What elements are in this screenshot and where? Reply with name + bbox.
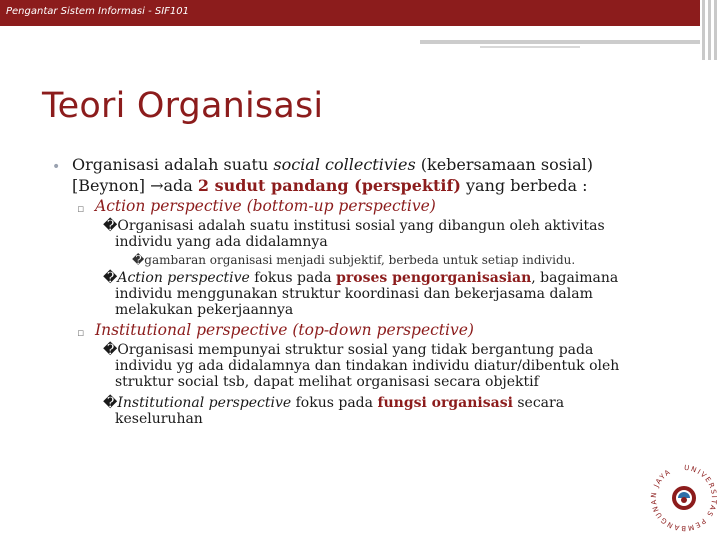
corner-decoration bbox=[700, 0, 720, 60]
bullet-square: ▫ bbox=[77, 202, 85, 215]
paragraph-line: [Beynon] →ada 2 sudut pandang (perspektif) yang berbeda : bbox=[72, 176, 588, 195]
bullet-dot: • bbox=[52, 159, 61, 175]
list-item-line: �Organisasi adalah suatu institusi sosial yang dibangun oleh aktivitas bbox=[103, 218, 605, 234]
list-item-line: �Institutional perspective fokus pada fungsi organisasi secara bbox=[103, 395, 565, 411]
list-item-line: individu yg ada didalamnya dan tindakan individu diatur/dibentuk oleh bbox=[115, 358, 620, 374]
accent-line bbox=[420, 40, 700, 44]
list-item-line: �Organisasi mempunyai struktur sosial yang tidak bergantung pada bbox=[103, 342, 594, 358]
list-item-line: keseluruhan bbox=[115, 411, 203, 427]
paragraph-line: Organisasi adalah suatu social collectivies (kebersamaan sosial) bbox=[72, 155, 593, 174]
course-label: Pengantar Sistem Informasi - SIF101 bbox=[6, 6, 189, 17]
university-logo bbox=[648, 456, 720, 540]
slide-title: Teori Organisasi bbox=[42, 86, 324, 126]
list-item-line: individu menggunakan struktur koordinasi dan bekerjasama dalam bbox=[115, 286, 593, 302]
header-bar bbox=[0, 0, 700, 26]
bullet-square: ▫ bbox=[77, 326, 85, 339]
sub-item-line: �gambaran organisasi menjadi subjektif, berbeda untuk setiap individu. bbox=[132, 253, 576, 267]
logo-ring-text: UNIVERSITAS PEMBANGUNAN JAYA bbox=[649, 463, 718, 533]
list-item-line: melakukan pekerjaannya bbox=[115, 302, 294, 318]
accent-line-short bbox=[480, 46, 580, 48]
section-heading-action: Action perspective (bottom-up perspective) bbox=[95, 197, 436, 215]
list-item-line: �Action perspective fokus pada proses pengorganisasian, bagaimana bbox=[103, 270, 619, 286]
list-item-line: individu yang ada didalamnya bbox=[115, 234, 328, 250]
arrow-icon: → bbox=[150, 176, 164, 195]
section-heading-institutional: Institutional perspective (top-down perspective) bbox=[95, 321, 474, 339]
list-item-line: struktur social tsb, dapat melihat organisasi secara objektif bbox=[115, 374, 539, 390]
